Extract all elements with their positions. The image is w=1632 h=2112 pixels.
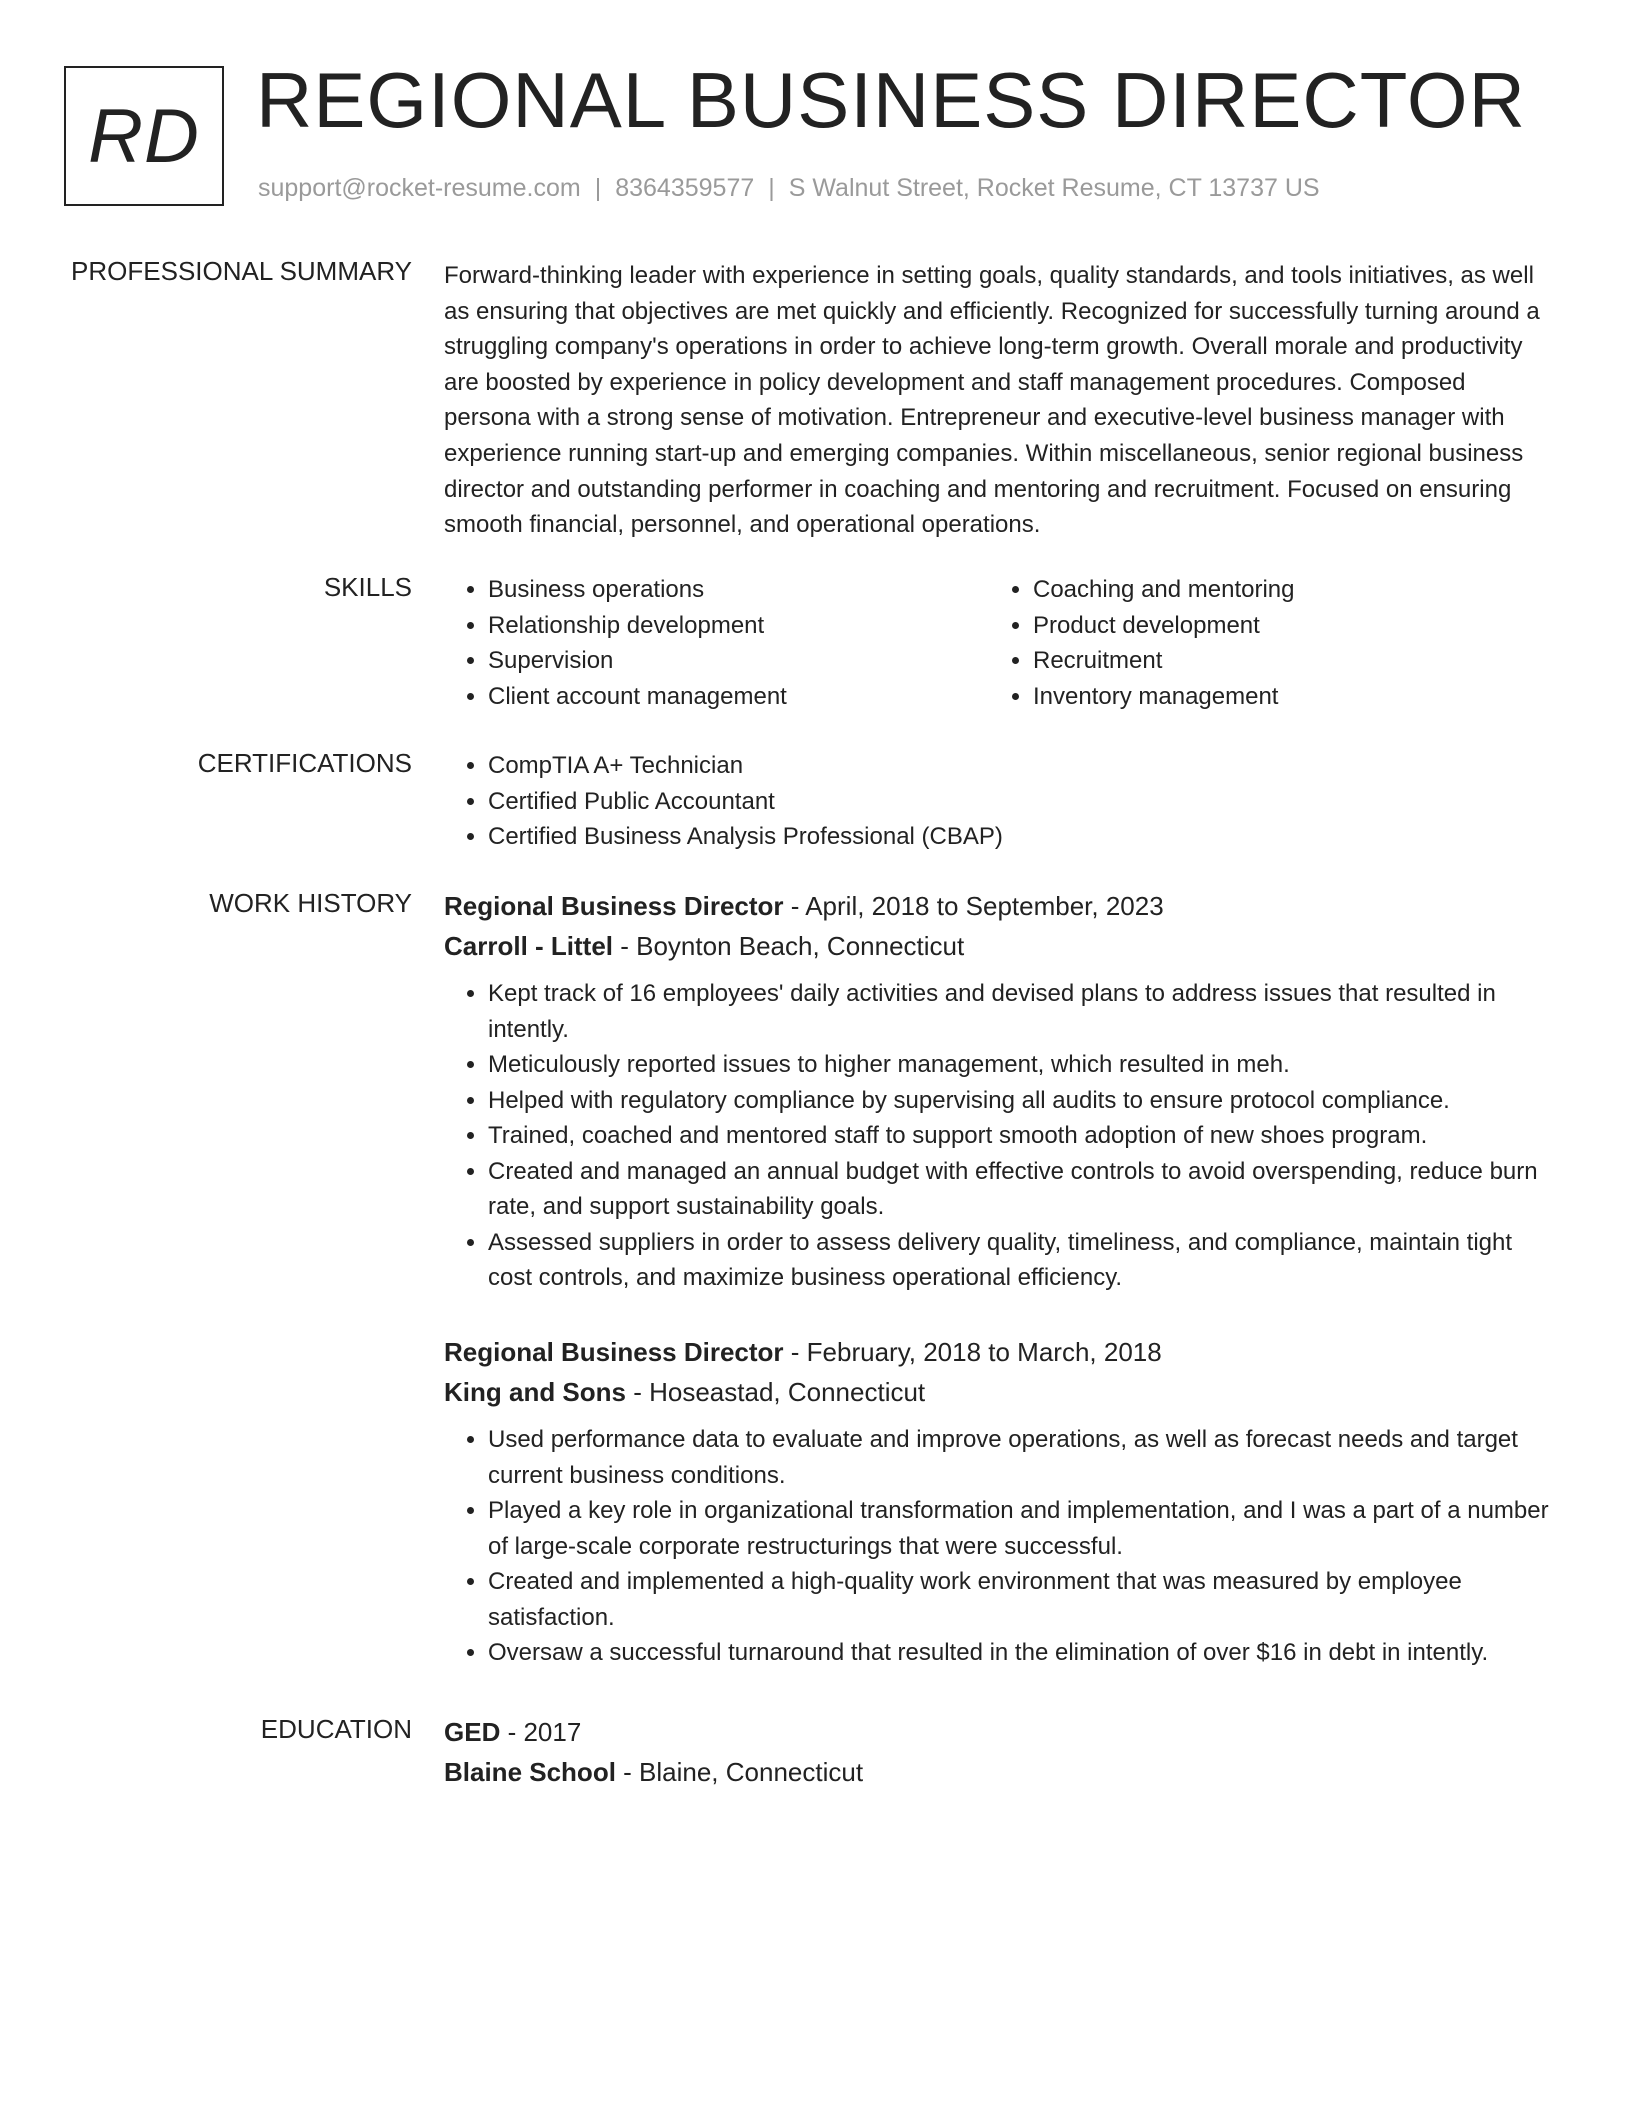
education-body [444,1712,1550,1792]
job-bullet: • Trained, coached and mentored staff to support smooth adoption of new shoes program. [488,1118,1550,1154]
skill-item: • Supervision [488,643,989,679]
education-location: - Blaine, Connecticut [615,1757,864,1787]
job-bullet: • Assessed suppliers in order to assess delivery quality, timeliness, and compliance, maintain tight cost controls, and maximize business operational efficiency. [488,1225,1550,1296]
certification-item: • CompTIA A+ Technician [488,748,1550,784]
certification-item: • Certified Public Accountant [488,784,1550,820]
skills-column-right [989,572,1534,714]
job-company: Carroll - Littel [444,931,614,961]
separator: | [594,174,602,202]
skill-item: • Inventory management [1033,679,1534,715]
job-dates: - February, 2018 to March, 2018 [783,1337,1162,1367]
job-bullet: • Created and managed an annual budget with effective controls to avoid overspending, reduce burn rate, and support sustainability goals. [488,1154,1550,1225]
skill-item: • Client account management [488,679,989,715]
section-label-work-history: WORK HISTORY [209,888,412,918]
skills-body [444,572,1550,714]
section-label-summary: PROFESSIONAL SUMMARY [71,256,412,286]
skill-item: • Business operations [488,572,989,608]
job-location: - Boynton Beach, Connecticut [613,931,965,961]
job-bullets [444,1422,1550,1671]
education-school: Blaine School [444,1757,616,1787]
certifications-body [444,748,1550,855]
monogram-logo: RD [64,66,224,206]
work-history-body [444,886,1550,1666]
skills-grid [444,572,1550,714]
certification-item: • Certified Business Analysis Professional (CBAP) [488,819,1550,855]
job-company-line [444,926,1550,966]
job-title-line [444,1332,1550,1372]
education-degree: GED [444,1717,501,1747]
education-year: - 2017 [500,1717,582,1747]
job-bullet: • Helped with regulatory compliance by supervising all audits to ensure protocol compliance. [488,1083,1550,1119]
certifications-list [444,748,1550,855]
job-bullet: • Oversaw a successful turnaround that resulted in the elimination of over $16 in debt in intently. [488,1635,1550,1671]
skill-item: • Product development [1033,608,1534,644]
separator: | [768,174,775,202]
job-location: - Hoseastad, Connecticut [626,1377,926,1407]
job-title: Regional Business Director [444,891,784,921]
job-bullet: • Kept track of 16 employees' daily activities and devised plans to address issues that resulted in intently. [488,976,1550,1047]
job-bullet: • Meticulously reported issues to higher management, which resulted in meh. [488,1047,1550,1083]
education-degree-line [444,1712,1550,1752]
job-entry [444,886,1550,1296]
page-title: REGIONAL BUSINESS DIRECTOR [256,56,1526,144]
job-bullet: • Created and implemented a high-quality work environment that was measured by employee satisfaction. [488,1564,1550,1635]
skills-column-left [444,572,989,714]
job-entry [444,1332,1550,1671]
job-bullets [444,976,1550,1296]
skill-item: • Relationship development [488,608,989,644]
phone-text: 8364359577 [615,174,755,202]
job-company: King and Sons [444,1377,626,1407]
job-title: Regional Business Director [444,1337,784,1367]
skill-item: • Recruitment [1033,643,1534,679]
job-dates: - April, 2018 to September, 2023 [783,891,1164,921]
section-label-skills: SKILLS [323,572,412,602]
job-bullet: • Used performance data to evaluate and improve operations, as well as forecast needs and target current business conditions. [488,1422,1550,1493]
job-title-line [444,886,1550,926]
job-bullet: • Played a key role in organizational transformation and implementation, and I was a part of a number of large-scale corporate restructurings that were successful. [488,1493,1550,1564]
skills-list-left [444,572,989,714]
education-school-line [444,1752,1550,1792]
contact-line [258,174,1320,203]
skill-item: • Coaching and mentoring [1033,572,1534,608]
section-label-certifications: CERTIFICATIONS [197,748,412,778]
skills-list-right [989,572,1534,714]
address-text: S Walnut Street, Rocket Resume, CT 13737 US [788,174,1320,202]
section-label-education: EDUCATION [260,1714,412,1744]
job-company-line [444,1372,1550,1412]
summary-text: Forward-thinking leader with experience in setting goals, quality standards, and tools initiatives, as well as ensuring that objectives are met quickly and efficiently. Recognized for successfully turning around a struggling company's operations in order to achieve long-term growth. Overall morale and productivity are boosted by experience in policy development and staff management procedures. Composed persona with a strong sense of motivation. Entrepreneur and executive-level business manager with experience running start-up and emerging companies. Within miscellaneous, senior regional business director and outstanding performer in coaching and mentoring and recruitment. Focused on ensuring smooth financial, personnel, and operational operations. [444,262,1540,539]
summary-body [444,258,1550,543]
email-text: support@rocket-resume.com [258,174,581,202]
